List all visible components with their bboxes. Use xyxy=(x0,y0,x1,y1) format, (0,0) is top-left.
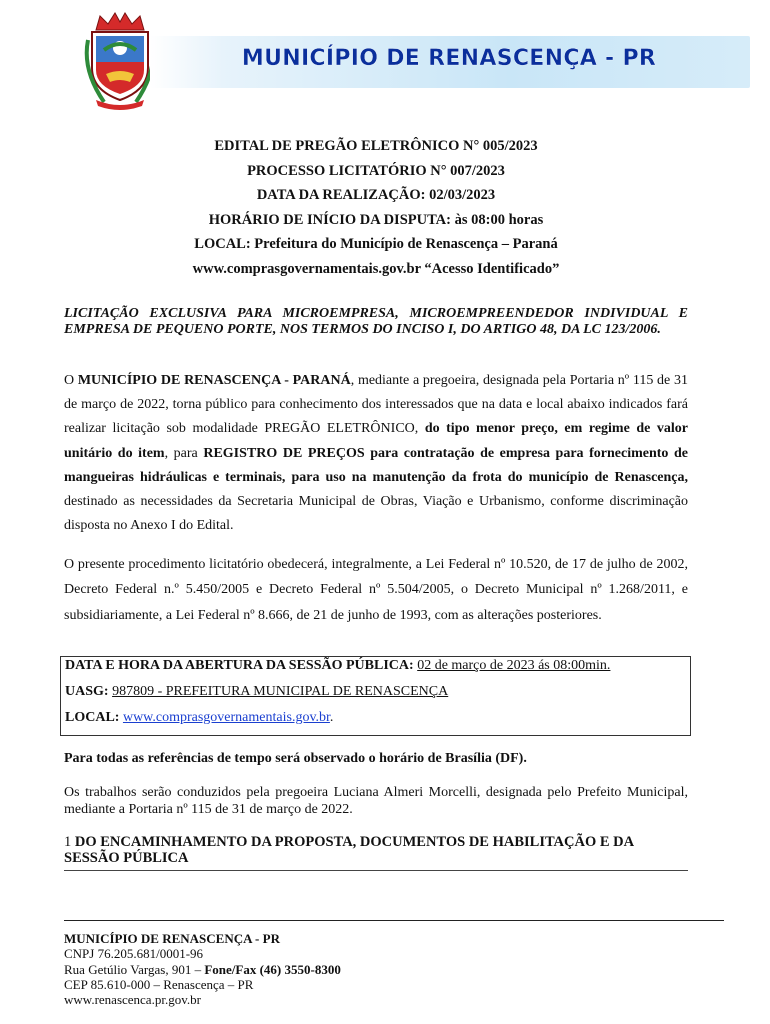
footer-address: Rua Getúlio Vargas, 901 – xyxy=(64,961,205,977)
local-realizacao: LOCAL: Prefeitura do Município de Renascença – Paraná xyxy=(194,236,558,253)
session-opening-label: DATA E HORA DA ABERTURA DA SESSÃO PÚBLICA: xyxy=(65,658,414,673)
local-row xyxy=(65,710,333,726)
pregoeira-paragraph: Os trabalhos serão conduzidos pela pregoeira Luciana Almeri Morcelli, designada pelo Prefeito Municipal, mediante a Portaria nº 115 de 31 de março de 2022. xyxy=(64,785,688,817)
section-heading: DO ENCAMINHAMENTO DA PROPOSTA, DOCUMENTOS DE HABILITAÇÃO E DA SESSÃO PÚBLICA xyxy=(64,834,634,866)
footer-cnpj: CNPJ 76.205.681/0001-96 xyxy=(64,946,204,962)
intro-text: destinado as necessidades da Secretaria Municipal de Obras, Viação e Urbanismo xyxy=(64,494,542,510)
footer-cep: CEP 85.610-000 – Renascença – PR xyxy=(64,976,254,992)
footer-municipality: MUNICÍPIO DE RENASCENÇA - PR xyxy=(64,931,280,946)
uasg-label: UASG: xyxy=(65,684,109,699)
intro-objeto: REGISTRO DE PREÇOS para contratação de empresa para fornecimento de mangueiras hidráulicas e terminais, para uso na manutenção da frota do município de Renascença, xyxy=(64,445,688,485)
exclusive-bidding-note: LICITAÇÃO EXCLUSIVA PARA MICROEMPRESA, MICROEMPREENDEDOR INDIVIDUAL E EMPRESA DE PEQUENO PORTE, NOS TERMOS DO INCISO I, DO ARTIGO 48, DA LC 123/2006. xyxy=(64,306,688,337)
horario-disputa: HORÁRIO DE INÍCIO DA DISPUTA: às 08:00 horas xyxy=(208,211,544,228)
uasg-value: 987809 - PREFEITURA MUNICIPAL DE RENASCENÇA xyxy=(112,684,449,699)
local-label: LOCAL: xyxy=(65,710,120,725)
intro-text: , mediante a pregoeira, designada pela Portaria nº 115 de 31 de março de 2022, torna público para conhecimento dos interessados que na data e local abaixo indicados fará realizar licitação sob modalidade PREGÃO ELETRÔNICO, xyxy=(64,373,688,437)
section-1-title xyxy=(64,834,688,871)
footer-phone: Fone/Fax (46) 3550-8300 xyxy=(204,961,341,977)
municipality-title: MUNICÍPIO DE RENASCENÇA - PR xyxy=(241,46,657,71)
session-opening-value: 02 de março de 2023 ás 08:00min. xyxy=(417,658,611,673)
processo-number: PROCESSO LICITATÓRIO N° 007/2023 xyxy=(247,162,505,179)
time-reference-note: Para todas as referências de tempo será observado o horário de Brasília (DF). xyxy=(64,751,527,766)
site-acesso: www.comprasgovernamentais.gov.br “Acesso Identificado” xyxy=(192,260,560,277)
intro-paragraph xyxy=(64,369,688,538)
intro-tipo: do tipo menor preço, em regime de valor unitário do item xyxy=(64,421,688,461)
session-opening-row xyxy=(65,658,610,674)
footer-address-line xyxy=(64,962,341,977)
edital-heading xyxy=(64,134,688,282)
municipal-crest-icon xyxy=(82,10,158,110)
uasg-row xyxy=(65,684,448,700)
header-banner xyxy=(150,36,750,88)
legal-basis-paragraph: O presente procedimento licitatório obedecerá, integralmente, a Lei Federal nº 10.520, de 17 de julho de 2002, Decreto Federal n.º 5.450/2005 e Decreto Federal nº 5.504/2005, o Decreto Municipal nº 1.268/2011, e subsidiariamente, a Lei Federal nº 8.666, de 21 de junho de 1993, com as alterações posteriores. xyxy=(64,557,688,623)
footer-site: www.renascenca.pr.gov.br xyxy=(64,992,201,1008)
compras-link[interactable]: www.comprasgovernamentais.gov.br xyxy=(122,710,330,725)
edital-number: EDITAL DE PREGÃO ELETRÔNICO N° 005/2023 xyxy=(214,138,538,154)
intro-municipality: MUNICÍPIO DE RENASCENÇA - PARANÁ xyxy=(77,373,351,388)
page-footer xyxy=(64,931,341,1007)
intro-text: O xyxy=(64,373,78,388)
local-end: . xyxy=(329,710,334,725)
footer-divider xyxy=(64,920,724,921)
session-info-box xyxy=(60,656,691,736)
intro-text: , para xyxy=(164,445,204,461)
data-realizacao: DATA DA REALIZAÇÃO: 02/03/2023 xyxy=(256,187,496,204)
intro-text: , conforme discriminação disposta no Anexo I do Edital. xyxy=(64,494,688,534)
section-number: 1 xyxy=(64,834,75,850)
page-header xyxy=(0,0,770,118)
